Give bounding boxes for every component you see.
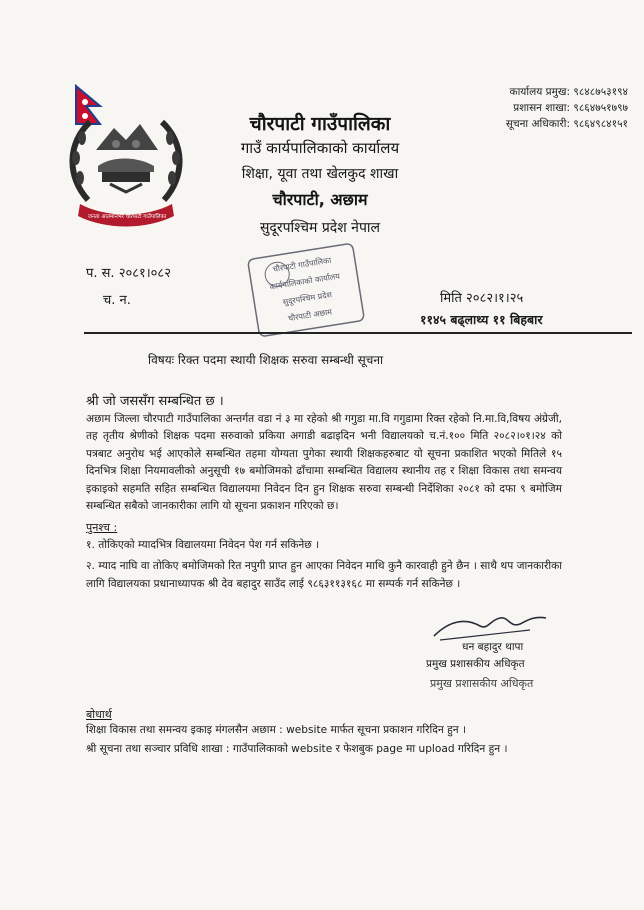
province-name: सुदूरपश्चिम प्रदेश नेपाल: [259, 220, 381, 236]
letter-body: [86, 411, 562, 597]
body-paragraph: अछाम जिल्ला चौरपाटी गाउँपालिका अन्तर्गत वडा नं ३ मा रहेको श्री गगुडा मा.वि गगुडामा रिक्त रहेको नि.मा.वि,विषय अंग्रेजी, तह तृतीय श्रेणीको शिक्षक पदमा सरुवाको प्रकिया अगाडी बढाइदिन भनी विद्यालयको च.नं.१०० मिति २०८२।०१।२४ को पत्रबाट अनुरोध भई आएकोले सम्बन्धित तहमा योग्यता पुगेका स्थायी शिक्षकहरुबाट यो सूचना प्रकाशित भएको मितिले १५ दिनभित्र शिक्षा नियमावलीको अनुसूची १७ बमोजिमको ढाँचामा सम्बन्धित विद्यालय स्थानीय तह र शिक्षा विकास तथा समन्वय इकाइको सहमति सहित सम्बन्धित विद्यालयमा निवेदन दिन हुन शिक्षक सरुवा सम्बन्धी निर्देशिका २०८१ को दफा ९ बमोजिम सम्बन्धित सबैको जानकारीका लागि यो सूचना प्रकाशन गरिएको छ।: [86, 413, 562, 513]
signatory-stamp-title: प्रमुख प्रशासकीय अधिकृत: [430, 677, 534, 690]
stamp-line-1: चौरपाटी गाउँपालिका: [272, 255, 332, 274]
stamp-line-2: कार्यपालिकाको कार्यालय: [268, 271, 341, 292]
salutation: श्री जो जससँग सम्बन्धित छ ।: [86, 394, 224, 409]
contact-list: [506, 84, 628, 132]
letterhead: [190, 110, 450, 242]
reference-number: प. स. २०८१।०८२: [86, 266, 171, 281]
cc-item-2: श्री सूचना तथा सञ्चार प्रविधि शाखा : गाउँपालिकाको website र फेशबुक page मा upload गरिदिन हुन ।: [86, 743, 508, 755]
stamp-line-3: सुदूरपश्चिम प्रदेश: [282, 290, 333, 307]
office-name: चौरपाटी गाउँपालिका: [249, 113, 391, 135]
contact-line-info-officer: सूचना अधिकारी: ९८६४९८४१५१: [505, 118, 628, 130]
nepal-emblem-logo: [66, 80, 186, 232]
contact-line-office-head: कार्यालय प्रमुख: ९८४८७५३१९४: [509, 86, 628, 98]
emblem-caption: जनता आतमनिर्भर चौरपाटी गाउँपालिका: [87, 214, 167, 220]
executive-office: गाउँ कार्यपालिकाको कार्यालय: [240, 139, 400, 157]
header-divider: [84, 332, 632, 334]
alt-date: ११४५ बढ्लाथ्य ११ बिहबार: [420, 312, 543, 327]
cc-item-1: शिक्षा विकास तथा समन्वय इकाइ मंगलसैन अछाम : website मार्फत सूचना प्रकाशन गरिदिन हुन ।: [86, 724, 466, 736]
place-name: चौरपाटी, अछाम: [272, 190, 368, 209]
signatory-name: धन बहादुर थापा: [462, 641, 524, 653]
signatory-title: प्रमुख प्रशासकीय अधिकृत: [426, 658, 525, 670]
cc-heading: बोधार्थ: [86, 708, 112, 721]
subject-line: विषयः रिक्त पदमा स्थायी शिक्षक सरुवा सम्बन्धी सूचना: [148, 353, 384, 367]
stamp-line-4: चौरपाटी अछाम: [287, 307, 333, 324]
dispatch-number: च. न.: [103, 293, 131, 308]
postscript-item-2: २. म्याद नाघि वा तोकिए बमोजिमको रित नपुगी प्राप्त हुन आएका निवेदन माथि कुनै कारवाही हुने छैन । साथै थप जानकारीका लागि विद्यालयका प्रधानाध्यापक श्री देव बहादुर साउँद लाई ९८६३११३१६८ मा सम्पर्क गर्न सकिनेछ ।: [86, 560, 562, 590]
postscript-heading: पुनश्च :: [86, 521, 118, 535]
office-stamp: [244, 240, 368, 340]
contact-line-admin: प्रशासन शाखा: ९८६४७५१७९७: [513, 102, 628, 114]
branch-name: शिक्षा, यूवा तथा खेलकुद शाखा: [241, 166, 399, 182]
postscript-item-1: १. तोकिएको म्यादभित्र विद्यालयमा निवेदन पेश गर्न सकिनेछ ।: [86, 538, 320, 551]
letter-date: मिति २०८२।१।२५: [440, 291, 524, 306]
